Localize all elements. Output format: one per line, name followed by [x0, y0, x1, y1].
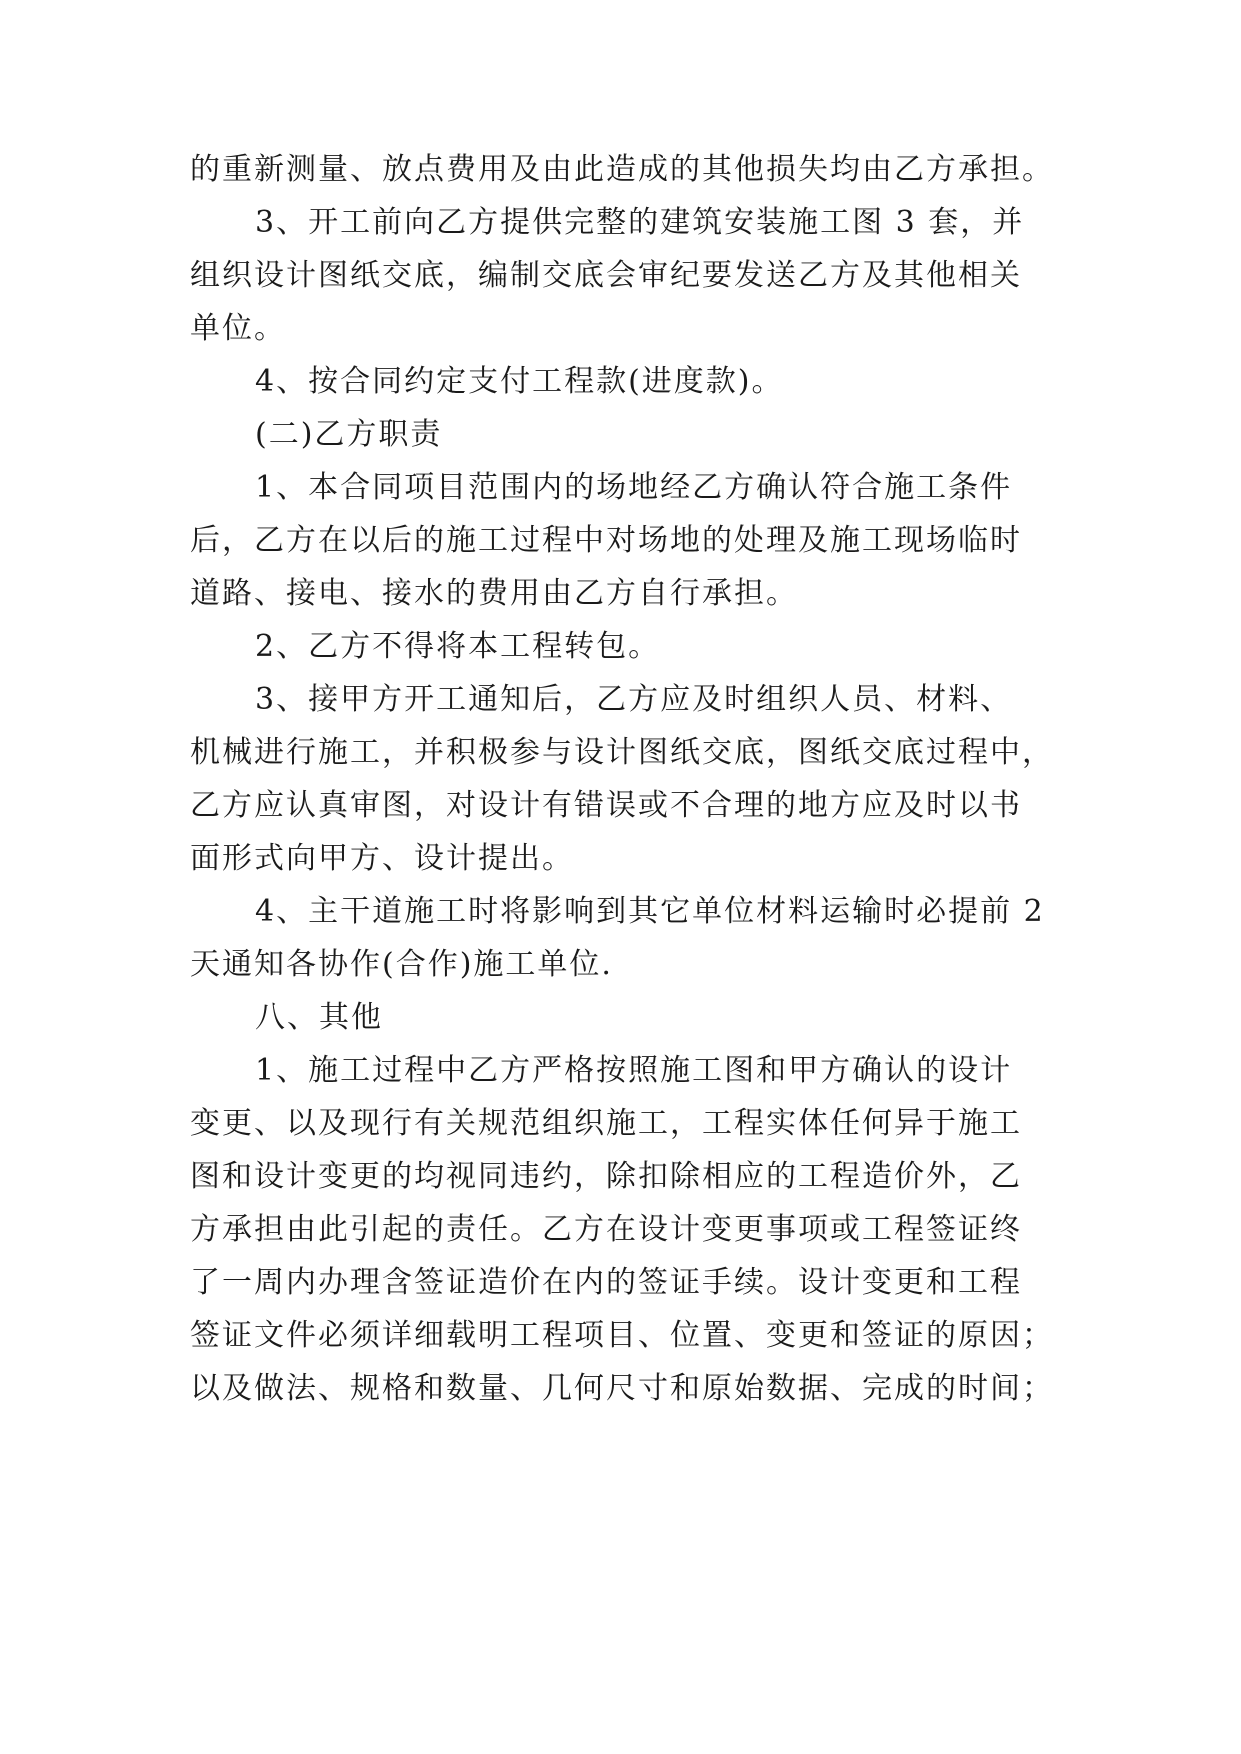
text-line: 图和设计变更的均视同违约，除扣除相应的工程造价外，乙: [190, 1159, 1022, 1194]
text-line: 面形式向甲方、设计提出。: [190, 841, 574, 876]
text-line: 道路、接电、接水的费用由乙方自行承担。: [190, 576, 798, 611]
text-line: 单位。: [190, 311, 286, 346]
text-line: 后，乙方在以后的施工过程中对场地的处理及施工现场临时: [190, 523, 1022, 558]
text-line: 4、按合同约定支付工程款(进度款)。: [255, 364, 784, 399]
text-line: 的重新测量、放点费用及由此造成的其他损失均由乙方承担。: [190, 152, 1054, 187]
text-line: 1、施工过程中乙方严格按照施工图和甲方确认的设计: [255, 1053, 1013, 1088]
text-line: 组织设计图纸交底，编制交底会审纪要发送乙方及其他相关: [190, 258, 1022, 293]
text-line: 3、接甲方开工通知后，乙方应及时组织人员、材料、: [255, 682, 1013, 717]
text-line: 4、主干道施工时将影响到其它单位材料运输时必提前 2: [255, 894, 1045, 929]
text-line: 2、乙方不得将本工程转包。: [255, 629, 661, 664]
section-heading: (二)乙方职责: [255, 417, 443, 452]
text-line: 以及做法、规格和数量、几何尺寸和原始数据、完成的时间；: [190, 1371, 1054, 1406]
text-line: 变更、以及现行有关规范组织施工，工程实体任何异于施工: [190, 1106, 1022, 1141]
text-line: 天通知各协作(合作)施工单位.: [190, 947, 613, 982]
section-heading: 八、其他: [255, 1000, 383, 1035]
text-line: 方承担由此引起的责任。乙方在设计变更事项或工程签证终: [190, 1212, 1022, 1247]
text-line: 3、开工前向乙方提供完整的建筑安装施工图 3 套，并: [255, 205, 1025, 240]
text-line: 机械进行施工，并积极参与设计图纸交底，图纸交底过程中，: [190, 735, 1054, 770]
text-line: 了一周内办理含签证造价在内的签证手续。设计变更和工程: [190, 1265, 1022, 1300]
text-line: 1、本合同项目范围内的场地经乙方确认符合施工条件: [255, 470, 1013, 505]
text-line: 签证文件必须详细载明工程项目、位置、变更和签证的原因；: [190, 1318, 1054, 1353]
text-line: 乙方应认真审图，对设计有错误或不合理的地方应及时以书: [190, 788, 1022, 823]
